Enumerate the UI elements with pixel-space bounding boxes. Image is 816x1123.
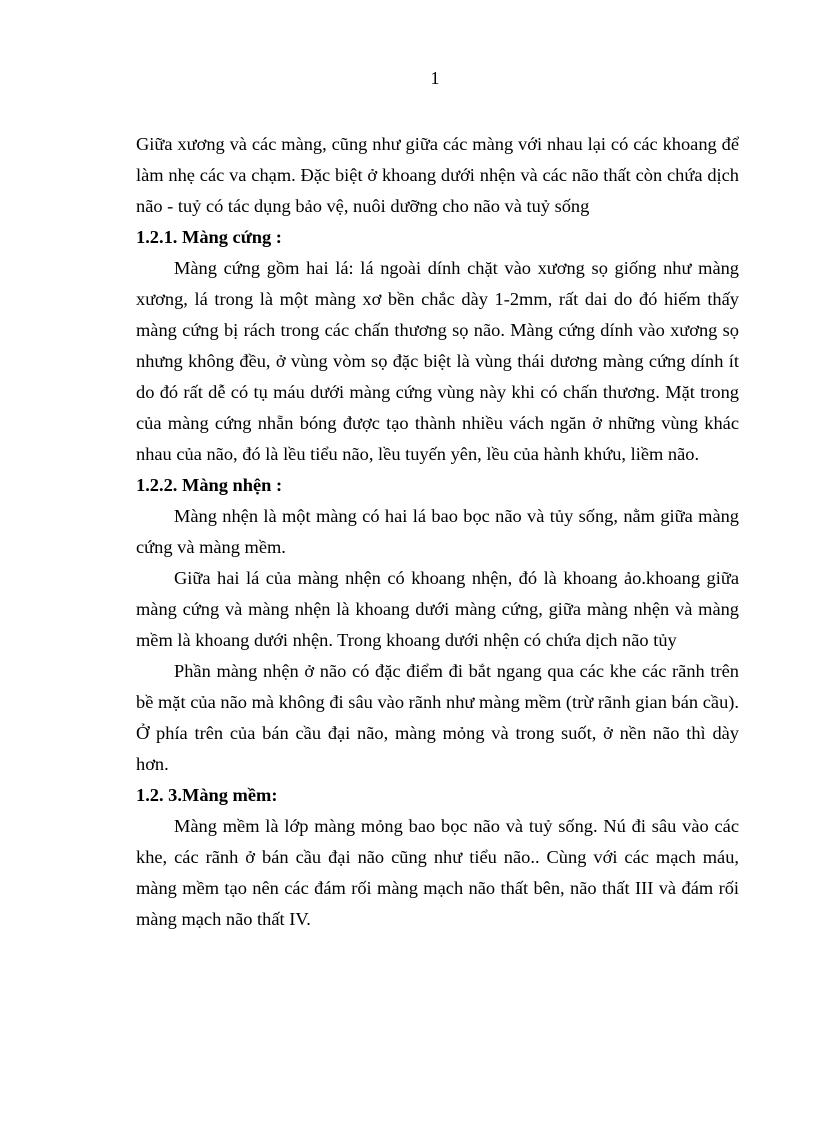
heading-mang-mem: 1.2. 3.Màng mềm: (136, 785, 278, 805)
paragraph-intro: Giữa xương và các màng, cũng như giữa các màng với nhau lại có các khoang để làm nhẹ các va chạm. Đặc biệt ở khoang dưới nhện và các não thất còn chứa dịch não - tuỷ có tác dụng bảo vệ, nuôi dưỡng cho não và tuỷ sống (136, 134, 739, 216)
paragraph-mang-cung: Màng cứng gồm hai lá: lá ngoài dính chặt vào xương sọ giống như màng xương, lá trong là một màng xơ bền chắc dày 1-2mm, rất dai do đó hiếm thấy màng cứng bị rách trong các chấn thương sọ não. Màng cứng dính vào xương sọ nhưng không đều, ở vùng vòm sọ đặc biệt là vùng thái dương màng cứng dính ít do đó rất dễ có tụ máu dưới màng cứng vùng này khi có chấn thương. Mặt trong của màng cứng nhẵn bóng được tạo thành nhiều vách ngăn ở những vùng khác nhau của não, đó là lều tiểu não, lều tuyến yên, lều của hành khứu, liềm não. (136, 258, 739, 464)
heading-mang-cung: 1.2.1. Màng cứng : (136, 227, 282, 247)
document-body (136, 129, 739, 935)
paragraph-mang-nhen-1: Màng nhện là một màng có hai lá bao bọc não và tủy sống, nằm giữa màng cứng và màng mềm. (136, 506, 739, 557)
heading-mang-nhen: 1.2.2. Màng nhện : (136, 475, 283, 495)
paragraph-mang-mem: Màng mềm là lớp màng mỏng bao bọc não và tuỷ sống. Nú đi sâu vào các khe, các rãnh ở bán cầu đại não cũng như tiểu não.. Cùng với các mạch máu, màng mềm tạo nên các đám rối màng mạch não thất bên, não thất III và đám rối màng mạch não thất IV. (136, 816, 739, 929)
paragraph-mang-nhen-3: Phần màng nhện ở não có đặc điểm đi bắt ngang qua các khe các rãnh trên bề mặt của não mà không đi sâu vào rãnh như màng mềm (trừ rãnh gian bán cầu). Ở phía trên của bán cầu đại não, màng mỏng và trong suốt, ở nền não thì dày hơn. (136, 661, 739, 774)
page-number: 1 (430, 68, 440, 88)
paragraph-mang-nhen-2: Giữa hai lá của màng nhện có khoang nhện, đó là khoang ảo.khoang giữa màng cứng và màng nhện là khoang dưới màng cứng, giữa màng nhện và màng mềm là khoang dưới nhện. Trong khoang dưới nhện có chứa dịch não tủy (136, 568, 739, 650)
